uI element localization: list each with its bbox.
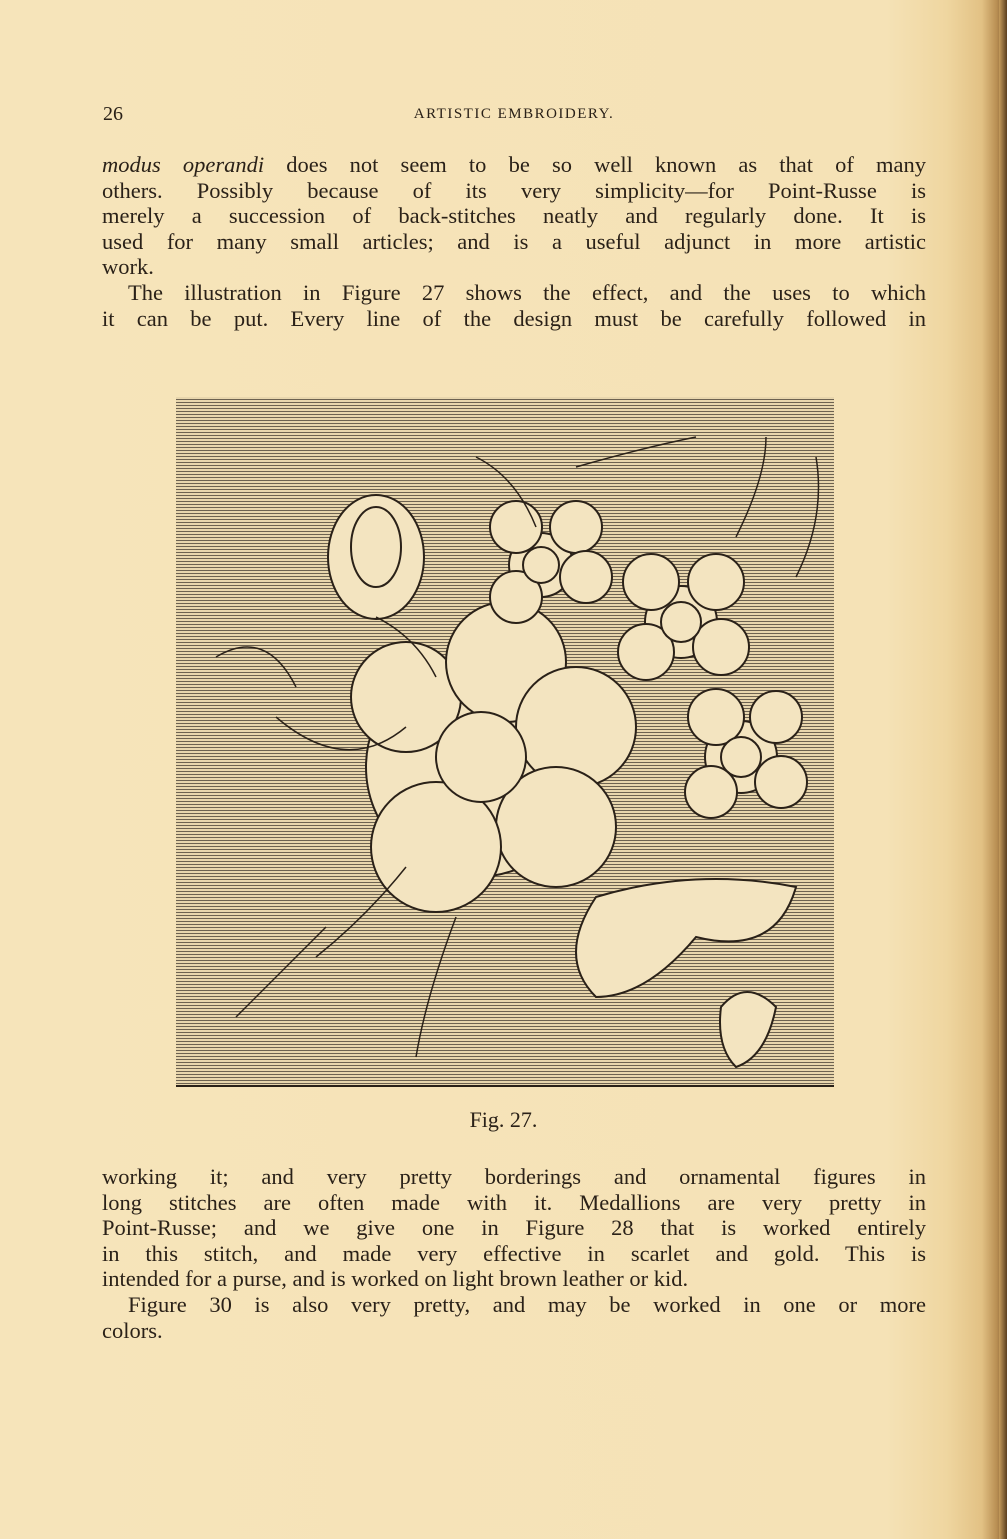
- italic-phrase: modus operandi: [102, 152, 265, 177]
- running-head: [103, 103, 925, 127]
- text-line: Point-Russe; and we give one in Figure 28 that is worked entirely: [102, 1215, 926, 1241]
- text-line: used for many small articles; and is a useful adjunct in more artistic: [102, 228, 926, 254]
- text-line: working it; and very pretty borderings and ornamental figures in: [102, 1164, 926, 1189]
- text-line: modus operandi does not seem to be so well known as that of many: [102, 152, 926, 177]
- text-line: The illustration in Figure 27 shows the effect, and the uses to which: [128, 279, 926, 305]
- page-edge: [999, 0, 1007, 1539]
- text-line: Figure 30 is also very pretty, and may be worked in one or more: [128, 1291, 926, 1317]
- text-line: work.: [102, 254, 154, 280]
- text-line: intended for a purse, and is worked on light brown leather or kid.: [102, 1266, 689, 1292]
- page-number: 26: [103, 103, 123, 125]
- running-title: ARTISTIC EMBROIDERY.: [413, 106, 615, 122]
- figure-27-illustration: [176, 397, 834, 1087]
- text-line: others. Possibly because of its very simplicity—for Point-Russe is: [102, 177, 926, 203]
- text-line: merely a succession of back-stitches neatly and regularly done. It is: [102, 203, 926, 229]
- paragraph-2: [102, 1164, 926, 1343]
- text-line: it can be put. Every line of the design must be carefully followed in: [102, 305, 926, 331]
- figure-caption: Fig. 27.: [469, 1107, 538, 1132]
- floral-embroidery-icon: [176, 397, 834, 1085]
- paragraph-1: [102, 152, 926, 331]
- text-line: long stitches are often made with it. Medallions are very pretty in: [102, 1189, 926, 1215]
- text-line: colors.: [102, 1317, 163, 1343]
- text-line: in this stitch, and made very effective in scarlet and gold. This is: [102, 1240, 926, 1266]
